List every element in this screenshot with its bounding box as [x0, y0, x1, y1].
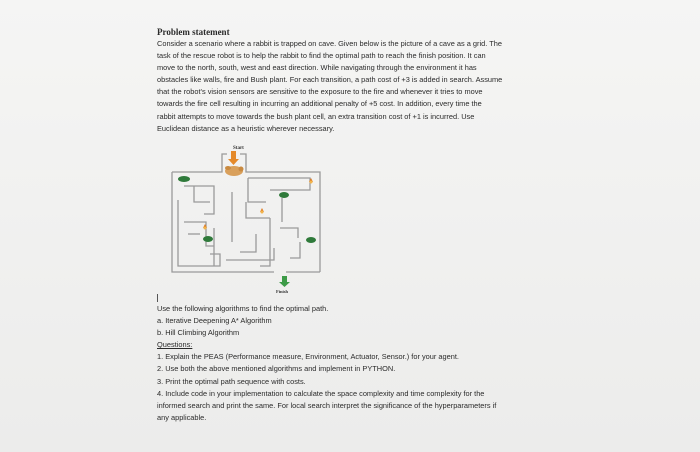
- algorithm-a: a. Iterative Deepening A* Algorithm: [157, 316, 272, 326]
- rabbit-icon: [225, 166, 244, 176]
- finish-arrow-icon: [279, 276, 290, 287]
- problem-line: rabbit attempts to move towards the bush plant cell, an extra transition cost of +1 is incurred. Use: [157, 111, 475, 121]
- question-2: 2. Use both the above mentioned algorithms and implement in PYTHON.: [157, 364, 396, 374]
- question-4: 4. Include code in your implementation to calculate the space complexity and time complexity for the: [157, 388, 485, 398]
- algorithm-b: b. Hill Climbing Algorithm: [157, 328, 240, 338]
- start-arrow-icon: [228, 151, 239, 165]
- problem-line: Euclidean distance as a heuristic wherever necessary.: [157, 123, 335, 133]
- problem-line: Consider a scenario where a rabbit is trapped on cave. Given below is the picture of a cave as a grid. The: [157, 39, 502, 48]
- bush-plant-icon: [203, 236, 213, 242]
- questions-heading: Questions:: [157, 340, 193, 350]
- question-1: 1. Explain the PEAS (Performance measure, Environment, Actuator, Sensor.) for your agent.: [157, 352, 459, 362]
- question-4-end: any applicable.: [157, 412, 207, 422]
- question-4-continued: informed search and print the same. For local search interpret the significance of the hyperparameters if: [157, 400, 497, 410]
- bush-plant-icon: [178, 176, 190, 182]
- problem-line: that the robot's vision sensors are sensitive to the exposure to the fire and whenever it tries to move: [157, 87, 483, 97]
- problem-line: move to the north, south, west and east direction. While navigating through the environment it has: [157, 63, 477, 73]
- start-label: Start: [233, 146, 244, 151]
- finish-label: Finish: [276, 289, 289, 294]
- text-cursor: [157, 294, 158, 302]
- problem-line: task of the rescue robot is to help the rabbit to find the optimal path to reach the finish position. It can: [157, 51, 486, 61]
- task-section: [157, 303, 587, 424]
- cave-maze: [170, 142, 330, 294]
- problem-statement: [157, 26, 567, 135]
- bush-plant-icon: [279, 192, 289, 198]
- bush-plant-icon: [306, 237, 316, 243]
- question-3: 3. Print the optimal path sequence with costs.: [157, 376, 306, 386]
- problem-title: Problem statement: [157, 27, 230, 37]
- maze-walls: [172, 154, 320, 272]
- fire-icon: [260, 208, 264, 214]
- maze-figure: [170, 142, 330, 294]
- problem-line: towards the fire cell resulting in incurring an additional penalty of +5 cost. In addition, every time the: [157, 99, 482, 109]
- algorithms-intro: Use the following algorithms to find the optimal path.: [157, 304, 329, 313]
- problem-line: obstacles like walls, fire and Bush plant. For each transition, a path cost of +3 is added in search. Assume: [157, 75, 503, 85]
